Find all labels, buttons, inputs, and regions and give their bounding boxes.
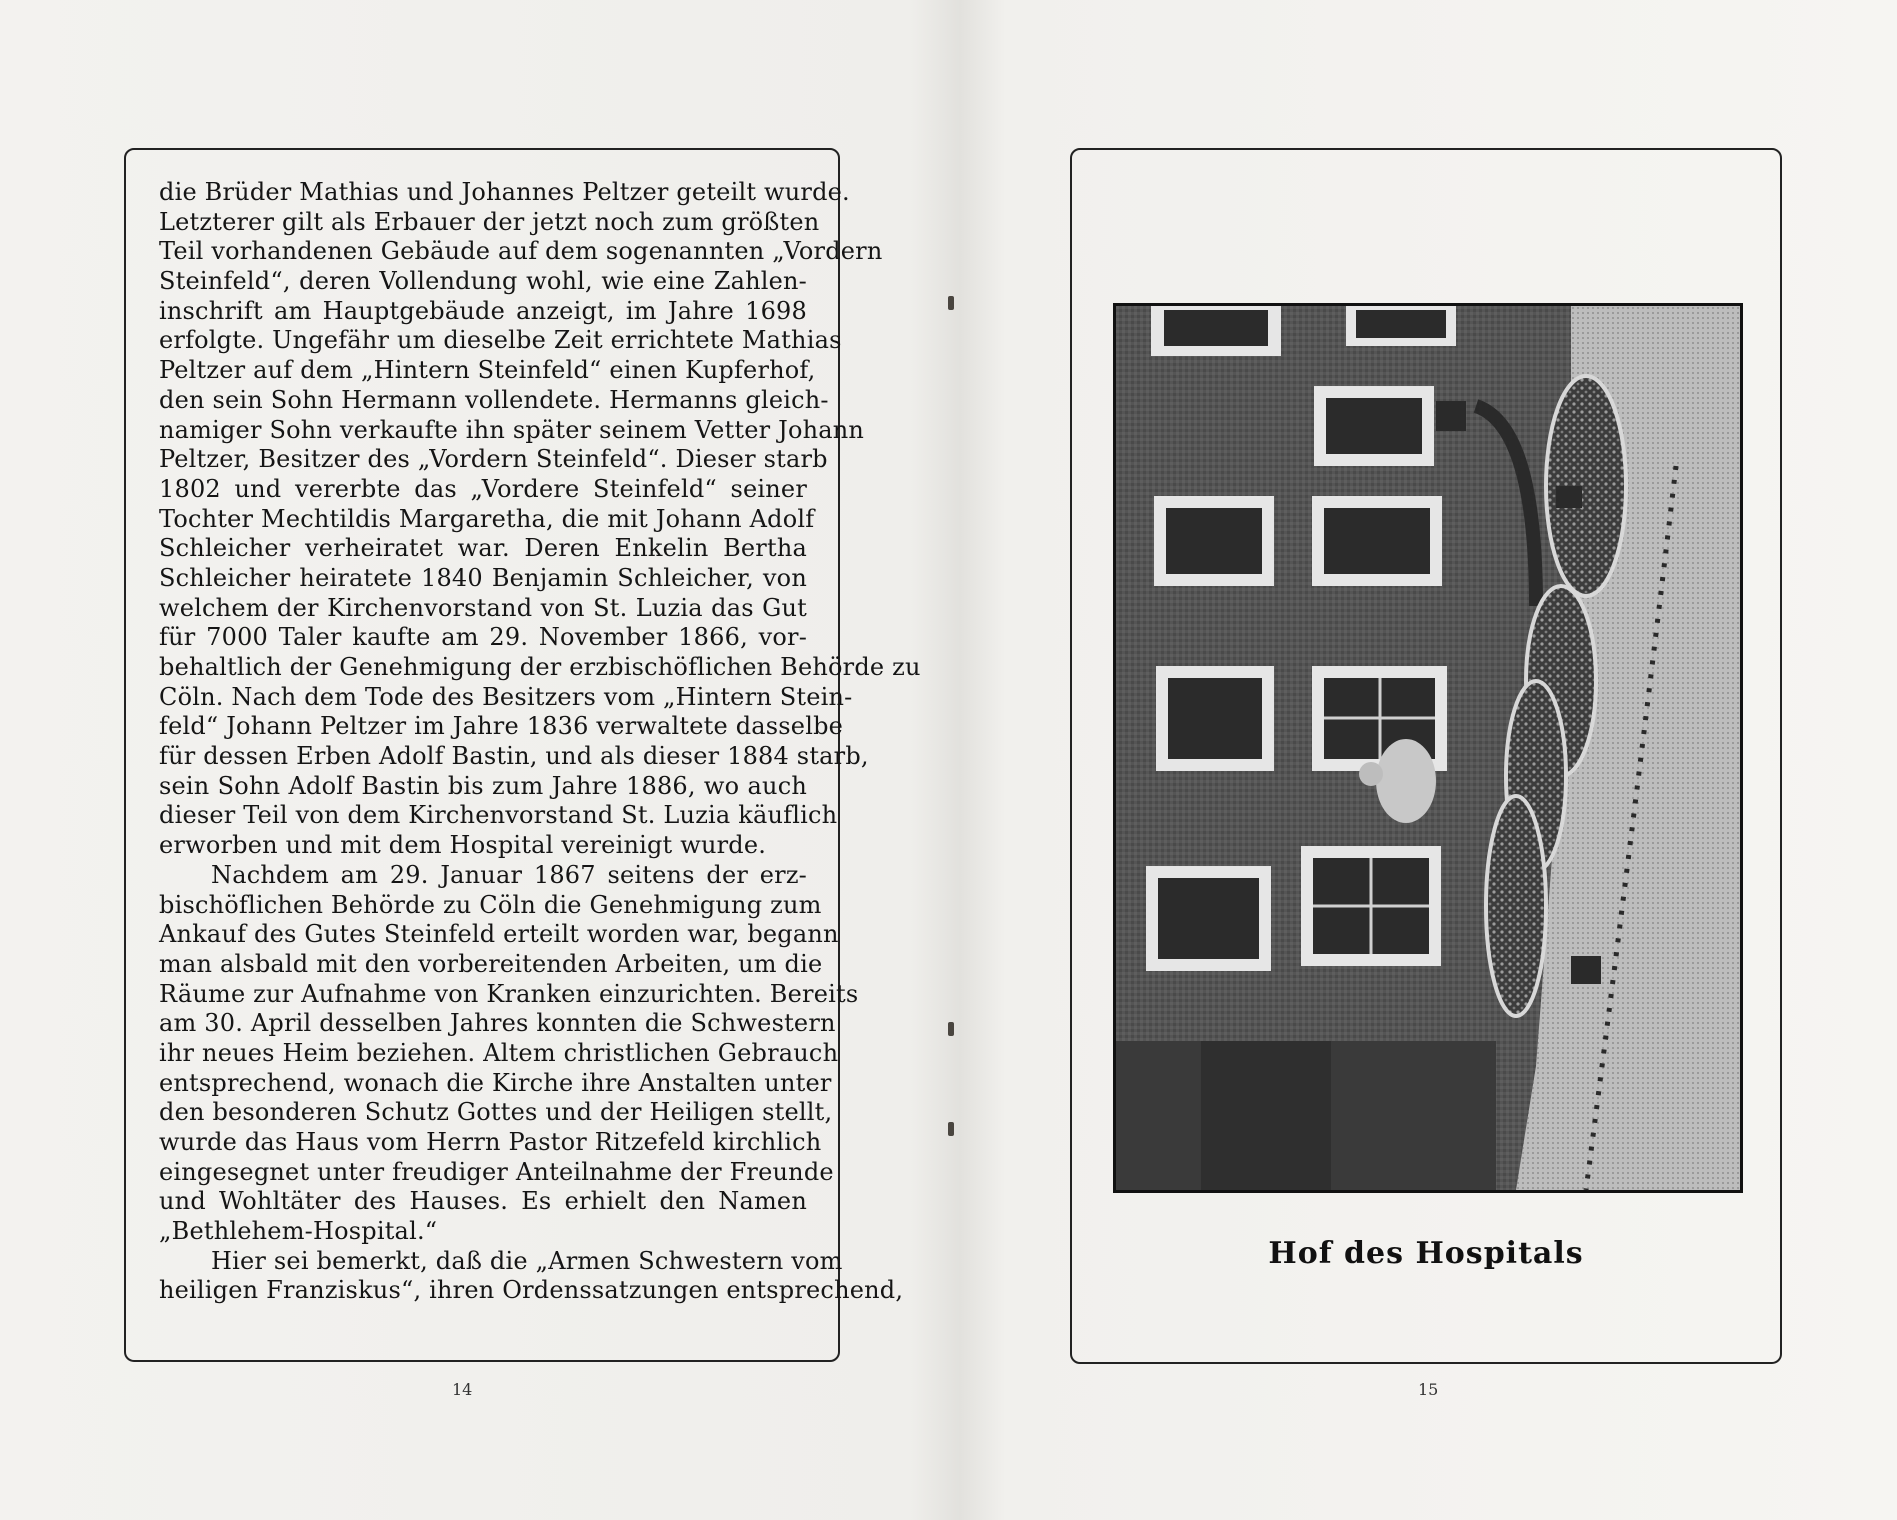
- text-line: und Wohltäter des Hauses. Es erhielt den Namen: [159, 1187, 807, 1216]
- text-line: Peltzer, Besitzer des „Vordern Steinfeld“. Dieser starb: [159, 445, 828, 474]
- text-line: Peltzer auf dem „Hintern Steinfeld“ einen Kupferhof,: [159, 356, 816, 385]
- staple-middle: [948, 1022, 954, 1036]
- left-page-number: 14: [452, 1380, 473, 1399]
- text-line: den besonderen Schutz Gottes und der Heiligen stellt,: [159, 1098, 833, 1127]
- text-line: man alsbald mit den vorbereitenden Arbeiten, um die: [159, 949, 823, 978]
- courtyard-photo: [1113, 303, 1743, 1193]
- text-line: eingesegnet unter freudiger Anteilnahme der Freunde: [159, 1157, 834, 1186]
- text-line: Tochter Mechtildis Margaretha, die mit Johann Adolf: [159, 504, 815, 533]
- text-line: erworben und mit dem Hospital vereinigt wurde.: [159, 831, 767, 860]
- text-line: Hier sei bemerkt, daß die „Armen Schwestern vom: [211, 1246, 843, 1275]
- text-line: sein Sohn Adolf Bastin bis zum Jahre 1886, wo auch: [159, 771, 807, 800]
- text-line: die Brüder Mathias und Johannes Peltzer geteilt wurde.: [159, 178, 850, 206]
- text-line: Räume zur Aufnahme von Kranken einzurichten. Bereits: [159, 979, 859, 1008]
- text-line: den sein Sohn Hermann vollendete. Hermanns gleich-: [159, 385, 829, 414]
- text-line: für 7000 Taler kaufte am 29. November 1866, vor-: [159, 623, 807, 652]
- text-line: wurde das Haus vom Herrn Pastor Ritzefeld kirchlich: [159, 1128, 822, 1156]
- text-line: inschrift am Hauptgebäude anzeigt, im Jahre 1698: [159, 296, 807, 325]
- text-line: „Bethlehem-Hospital.“: [159, 1217, 438, 1246]
- text-line: erfolgte. Ungefähr um dieselbe Zeit errichtete Mathias: [159, 326, 842, 355]
- text-line: welchem der Kirchenvorstand von St. Luzia das Gut: [159, 593, 807, 622]
- text-line: Steinfeld“, deren Vollendung wohl, wie eine Zahlen-: [159, 267, 807, 296]
- text-line: bischöflichen Behörde zu Cöln die Genehmigung zum: [159, 890, 822, 919]
- text-line: heiligen Franziskus“, ihren Ordenssatzungen entsprechend,: [159, 1276, 904, 1305]
- photo-caption: Hof des Hospitals: [1268, 1236, 1584, 1271]
- text-line: am 30. April desselben Jahres konnten die Schwestern: [159, 1009, 836, 1038]
- text-line: für dessen Erben Adolf Bastin, und als dieser 1884 starb,: [159, 742, 869, 771]
- text-line: ihr neues Heim beziehen. Altem christlichen Gebrauch: [159, 1038, 839, 1067]
- text-line: entsprechend, wonach die Kirche ihre Anstalten unter: [159, 1068, 832, 1097]
- text-line: dieser Teil von dem Kirchenvorstand St. Luzia käuflich: [159, 801, 838, 830]
- text-line: Schleicher heiratete 1840 Benjamin Schleicher, von: [159, 563, 807, 592]
- text-line: Teil vorhandenen Gebäude auf dem sogenannten „Vordern: [159, 237, 883, 266]
- text-line: 1802 und vererbte das „Vordere Steinfeld“ seiner: [159, 474, 807, 503]
- text-line: Ankauf des Gutes Steinfeld erteilt worden war, begann: [159, 920, 839, 949]
- text-line: Nachdem am 29. Januar 1867 seitens der erz-: [211, 860, 807, 889]
- text-line: behaltlich der Genehmigung der erzbischöflichen Behörde zu: [159, 653, 921, 681]
- text-line: Schleicher verheiratet war. Deren Enkelin Bertha: [159, 534, 807, 563]
- text-line: Cöln. Nach dem Tode des Besitzers vom „Hintern Stein-: [159, 682, 853, 711]
- staple-bottom: [948, 1122, 954, 1136]
- left-page-text: [159, 178, 921, 1306]
- right-page-number: 15: [1418, 1380, 1439, 1399]
- text-line: Letzterer gilt als Erbauer der jetzt noch zum größten: [159, 207, 820, 236]
- staple-top: [948, 296, 954, 310]
- text-line: namiger Sohn verkaufte ihn später seinem Vetter Johann: [159, 415, 865, 444]
- text-line: feld“ Johann Peltzer im Jahre 1836 verwaltete dasselbe: [159, 712, 844, 741]
